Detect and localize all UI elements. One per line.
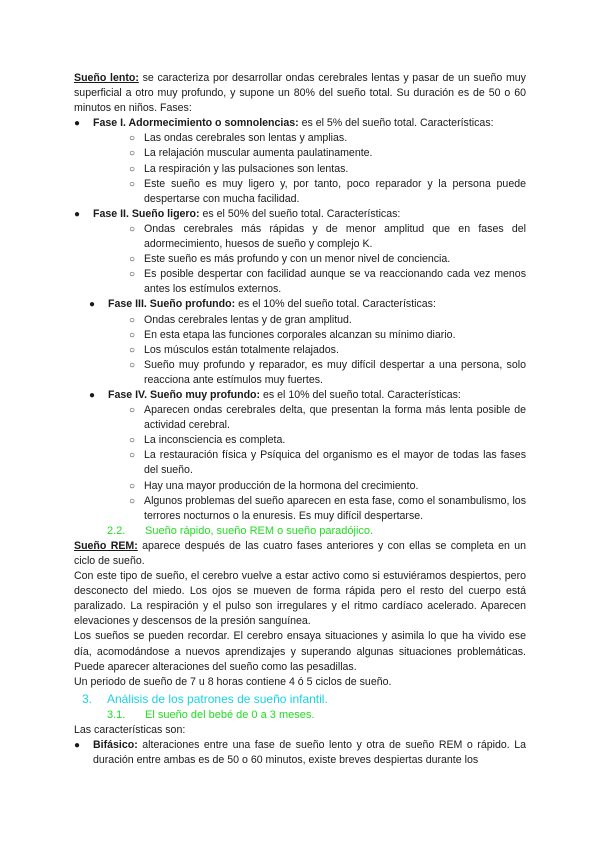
phase-item xyxy=(74,297,526,312)
circle-bullet-icon: ○ xyxy=(129,480,136,492)
phase-intro: es el 5% del sueño total. Características: xyxy=(298,117,494,130)
sueno-lento-text: se caracteriza por desarrollar ondas cerebrales lentas y pasar de un sueño muy superficial a otro muy profundo, y supone un 80% del sueño total. Su duración es de 50 o 60 minutos en niños. Fases: xyxy=(74,72,526,115)
sueno-rem-text: aparece después de las cuatro fases anteriores y con ellas se completa en un ciclo de sueño. xyxy=(74,539,526,567)
phase-intro: es el 10% del sueño total. Características: xyxy=(235,298,436,311)
list-item xyxy=(74,313,526,328)
paragraph: Un periodo de sueño de 7 u 8 horas contiene 4 ó 5 ciclos de sueño. xyxy=(74,675,392,688)
list-item xyxy=(74,494,526,524)
circle-bullet-icon: ○ xyxy=(129,254,136,266)
document-body xyxy=(74,71,526,768)
circle-bullet-icon: ○ xyxy=(129,163,136,175)
list-item xyxy=(74,131,526,146)
list-item xyxy=(74,146,526,161)
list-item-text: La relajación muscular aumenta paulatinamente. xyxy=(144,147,373,160)
list-item-text: Hay una mayor producción de la hormona del crecimiento. xyxy=(144,479,419,492)
circle-bullet-icon: ○ xyxy=(129,344,136,356)
list-item xyxy=(74,328,526,343)
list-item xyxy=(74,222,526,252)
phase-list xyxy=(74,116,526,524)
circle-bullet-icon: ○ xyxy=(129,450,136,462)
list-item xyxy=(74,433,526,448)
list-item-text: Ondas cerebrales lentas y de gran amplitud. xyxy=(144,313,352,326)
phase-intro: es el 50% del sueño total. Características: xyxy=(199,207,401,220)
list-item xyxy=(74,448,526,478)
circle-bullet-icon: ○ xyxy=(129,359,136,371)
list-item-text: Los músculos están totalmente relajados. xyxy=(144,343,339,356)
circle-bullet-icon: ○ xyxy=(129,314,136,326)
phase-item xyxy=(74,207,526,222)
phase-item xyxy=(74,388,526,403)
phase-title: Fase III. Sueño profundo: xyxy=(108,298,236,311)
list-item xyxy=(74,162,526,177)
bifasico-term: Bifásico: xyxy=(93,739,138,752)
caracteristicas-list xyxy=(74,738,526,768)
heading-text: Análisis de los patrones de sueño infantil. xyxy=(107,691,328,706)
sueno-rem-paragraph xyxy=(74,539,526,569)
bullet-icon: ● xyxy=(89,389,96,401)
paragraph: Los sueños se pueden recordar. El cerebro ensaya situaciones y asimila lo que ha vivido ese día, acomodándose a nuevos aprendizajes y superando algunas situaciones problemáticas. Puede aparecer alteraciones del sueño como las pesadillas. xyxy=(74,630,526,673)
bullet-icon: ● xyxy=(74,740,81,752)
list-item xyxy=(74,252,526,267)
circle-bullet-icon: ○ xyxy=(129,133,136,145)
circle-bullet-icon: ○ xyxy=(129,435,136,447)
bullet-icon: ● xyxy=(74,208,81,220)
circle-bullet-icon: ○ xyxy=(129,495,136,507)
list-item xyxy=(74,358,526,388)
heading-number: 3. xyxy=(82,691,93,706)
list-item-text: La inconsciencia es completa. xyxy=(144,434,286,447)
list-item-text: La restauración física y Psíquica del organismo es el mayor de todas las fases del sueño. xyxy=(144,449,526,477)
phase-title: Fase II. Sueño ligero: xyxy=(93,207,200,220)
list-item-text: Sueño muy profundo y reparador, es muy difícil despertar a una persona, solo reacciona ante estímulos muy fuertes. xyxy=(144,358,526,386)
list-item xyxy=(74,177,526,207)
list-item-text: Ondas cerebrales más rápidas y de menor amplitud que en fases del adormecimiento, huesos de sueño y complejo K. xyxy=(144,222,526,251)
circle-bullet-icon: ○ xyxy=(129,405,136,417)
list-item xyxy=(74,343,526,358)
phase-intro: es el 10% del sueño total. Características: xyxy=(260,388,461,401)
circle-bullet-icon: ○ xyxy=(129,223,136,235)
heading-number: 2.2. xyxy=(107,524,126,537)
list-item xyxy=(74,738,526,768)
sueno-lento-term: Sueño lento: xyxy=(74,72,139,84)
section-heading-3-1 xyxy=(74,708,526,723)
phase-title: Fase I. Adormecimiento o somnolencias: xyxy=(93,117,299,130)
sueno-lento-paragraph xyxy=(74,71,526,116)
phase-title: Fase IV. Sueño muy profundo: xyxy=(108,388,261,401)
list-item-text: Es posible despertar con facilidad aunque se va reaccionando cada vez menos antes los estímulos externos. xyxy=(144,268,526,296)
circle-bullet-icon: ○ xyxy=(129,269,136,281)
list-item-text: En esta etapa las funciones corporales alcanzan su mínimo diario. xyxy=(144,328,456,341)
list-item-text: Algunos problemas del sueño aparecen en esta fase, como el sonambulismo, los terrores nocturnos o la enuresis. Es muy difícil despertarse. xyxy=(144,494,526,522)
paragraph: Con este tipo de sueño, el cerebro vuelve a estar activo como si estuviéramos despiertos, pero desconecto del miedo. Los ojos se mueven de forma rápida pero el resto del cuerpo está paralizado. La respiración y el pulso son irregulares y el ritmo cardíaco acelerado. Aparecen elevaciones y descensos de la presión sanguínea. xyxy=(74,570,526,628)
bifasico-text: alteraciones entre una fase de sueño lento y otra de sueño REM o rápido. La duración entre ambas es de 50 o 60 minutos, existe breves despiertas durante los xyxy=(93,739,526,767)
bullet-icon: ● xyxy=(74,118,81,130)
heading-text: El sueño del bebé de 0 a 3 meses. xyxy=(145,708,315,721)
section-heading-3 xyxy=(74,691,526,708)
phase-item xyxy=(74,116,526,131)
list-item-text: Aparecen ondas cerebrales delta, que presentan la forma más lenta posible de actividad cerebral. xyxy=(144,404,526,432)
list-item-text: Este sueño es más profundo y con un menor nivel de conciencia. xyxy=(144,253,451,266)
sueno-rem-term: Sueño REM: xyxy=(74,539,138,552)
list-item-text: Las ondas cerebrales son lentas y amplias. xyxy=(144,132,348,145)
list-item xyxy=(74,267,526,297)
circle-bullet-icon: ○ xyxy=(129,329,136,341)
circle-bullet-icon: ○ xyxy=(129,148,136,160)
list-item xyxy=(74,403,526,433)
section-heading-2-2 xyxy=(74,524,526,539)
heading-number: 3.1. xyxy=(107,708,126,721)
circle-bullet-icon: ○ xyxy=(129,178,136,190)
heading-text: Sueño rápido, sueño REM o sueño paradójico. xyxy=(145,524,374,537)
list-item xyxy=(74,479,526,494)
list-item-text: La respiración y las pulsaciones son lentas. xyxy=(144,162,349,175)
list-item-text: Este sueño es muy ligero y, por tanto, poco reparador y la persona puede despertarse con mucha facilidad. xyxy=(144,177,526,205)
bullet-icon: ● xyxy=(89,299,96,311)
caracteristicas-label: Las características son: xyxy=(74,723,186,736)
